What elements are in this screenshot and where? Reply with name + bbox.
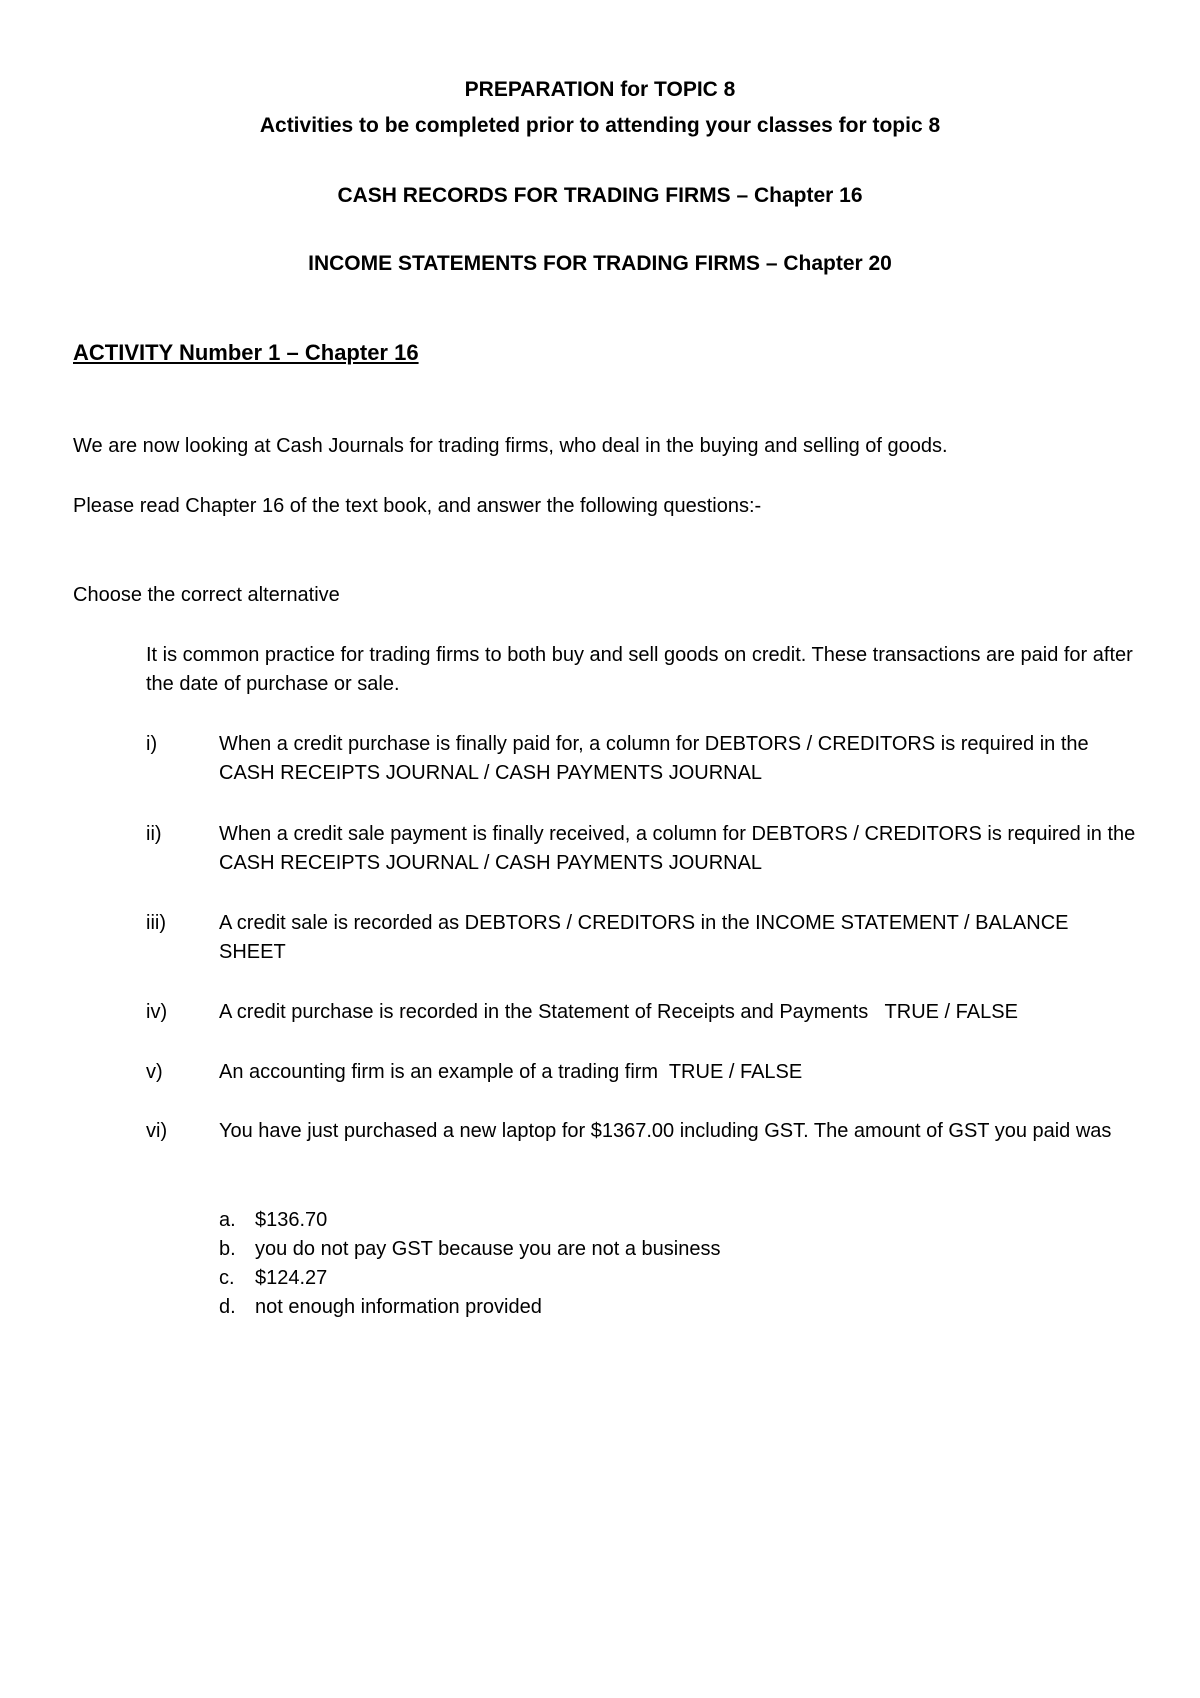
question-v xyxy=(146,1058,1136,1087)
question-number: iii) xyxy=(146,912,166,934)
question-number: i) xyxy=(146,733,158,755)
option-letter: c. xyxy=(219,1267,235,1289)
question-iv xyxy=(146,998,1136,1027)
question-text: An accounting firm is an example of a trading firm TRUE / FALSE xyxy=(219,1061,803,1083)
question-iii xyxy=(146,909,1136,967)
chapter-heading-20: INCOME STATEMENTS FOR TRADING FIRMS – Chapter 20 xyxy=(308,252,892,275)
question-ii xyxy=(146,820,1136,878)
reading-instruction: Please read Chapter 16 of the text book, and answer the following questions:- xyxy=(73,495,762,517)
option-letter: a. xyxy=(219,1209,236,1231)
question-text: A credit purchase is recorded in the Statement of Receipts and Payments TRUE / FALSE xyxy=(219,1001,1018,1023)
option-letter: b. xyxy=(219,1238,236,1260)
option-text: $124.27 xyxy=(255,1267,328,1289)
question-text: When a credit purchase is finally paid for, a column for DEBTORS / CREDITORS is required in the CASH RECEIPTS JOURNAL / CASH PAYMENTS JOURNAL xyxy=(219,733,1089,784)
list-item xyxy=(219,1293,721,1322)
question-number: iv) xyxy=(146,1001,168,1023)
question-text: You have just purchased a new laptop for $1367.00 including GST. The amount of GST you paid was xyxy=(219,1120,1112,1142)
option-text: you do not pay GST because you are not a business xyxy=(255,1238,721,1260)
activity-title: ACTIVITY Number 1 – Chapter 16 xyxy=(73,340,419,365)
question-text: A credit sale is recorded as DEBTORS / CREDITORS in the INCOME STATEMENT / BALANCE SHEET xyxy=(219,912,1069,963)
question-number: v) xyxy=(146,1061,163,1083)
doc-subtitle: Activities to be completed prior to attending your classes for topic 8 xyxy=(259,114,941,137)
intro-paragraph: We are now looking at Cash Journals for trading firms, who deal in the buying and selling of goods. xyxy=(73,435,948,457)
question-text: When a credit sale payment is finally received, a column for DEBTORS / CREDITORS is required in the CASH RECEIPTS JOURNAL / CASH PAYMENTS JOURNAL xyxy=(219,823,1136,874)
option-text: $136.70 xyxy=(255,1209,328,1231)
question-number: ii) xyxy=(146,823,162,845)
question-vi xyxy=(146,1117,1136,1146)
question-i xyxy=(146,730,1136,788)
question-number: vi) xyxy=(146,1120,168,1142)
list-item xyxy=(219,1235,721,1264)
doc-title: PREPARATION for TOPIC 8 xyxy=(464,78,736,101)
chapter-heading-16: CASH RECORDS FOR TRADING FIRMS – Chapter 16 xyxy=(337,184,863,207)
answer-options xyxy=(219,1206,721,1322)
option-text: not enough information provided xyxy=(255,1296,542,1318)
list-item xyxy=(219,1264,721,1293)
list-item xyxy=(219,1206,721,1235)
choose-instruction: Choose the correct alternative xyxy=(73,584,340,606)
option-letter: d. xyxy=(219,1296,236,1318)
context-paragraph: It is common practice for trading firms to both buy and sell goods on credit. These transactions are paid for after the date of purchase or sale. xyxy=(146,644,1133,695)
